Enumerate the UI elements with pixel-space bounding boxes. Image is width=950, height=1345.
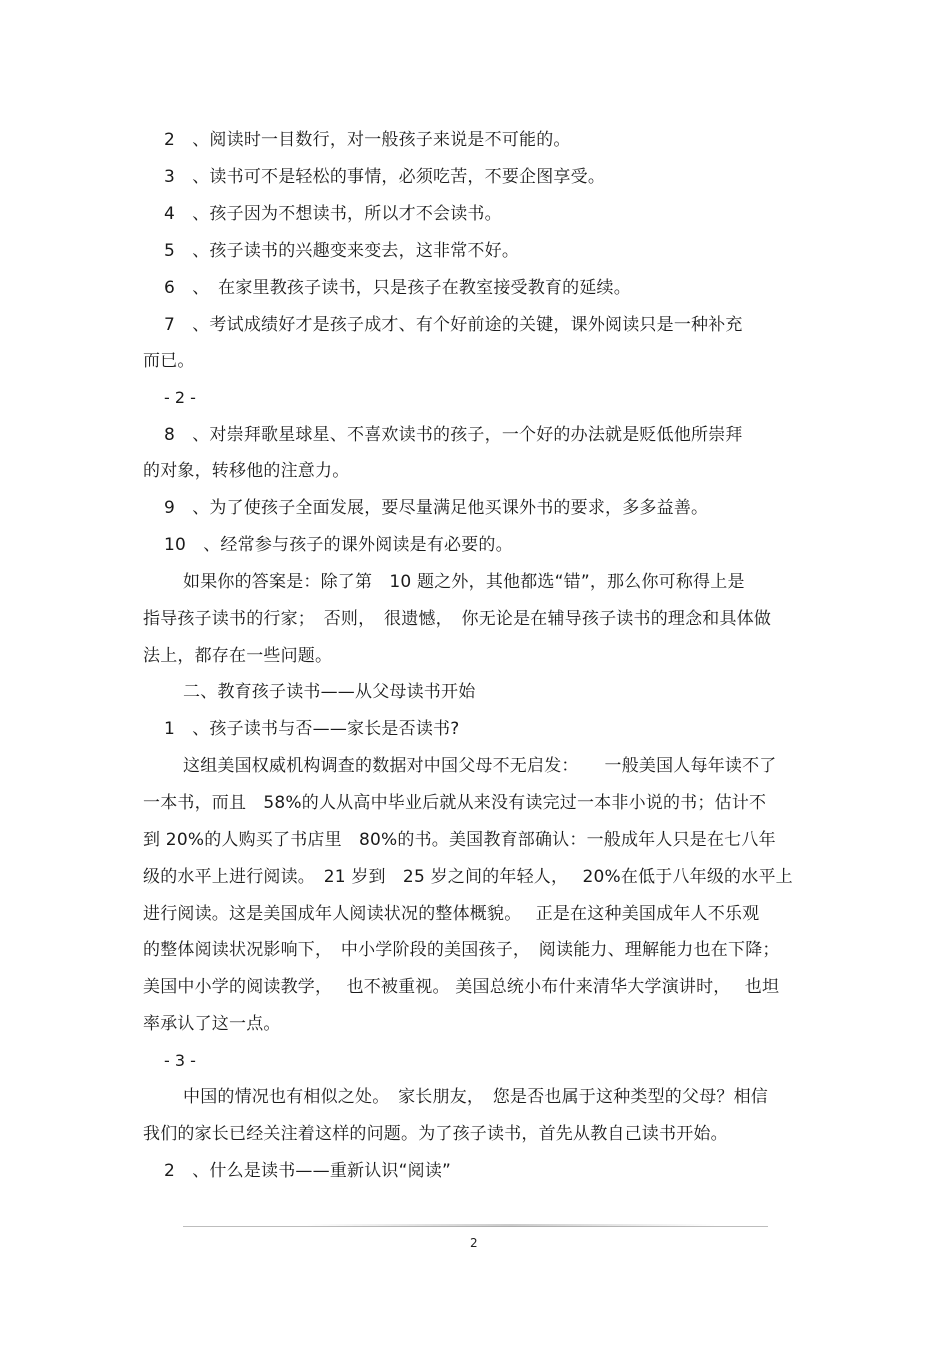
text-line-1: 2 、阅读时一目数行，对一般孩子来说是不可能的。	[164, 130, 571, 150]
text-line-3: 4 、孩子因为不想读书，所以才不会读书。	[164, 204, 502, 224]
text-line-13: 指导孩子读书的行家； 否则， 很遗憾， 你无论是在辅导孩子读书的理念和具体做	[143, 609, 772, 629]
text-line-14: 法上，都存在一些问题。	[143, 646, 333, 666]
page-marker-2: - 2 -	[164, 388, 196, 407]
text-line-23: 美国中小学的阅读教学， 也不被重视。 美国总统小布什来清华大学演讲时， 也坦	[143, 977, 780, 997]
text-line-7: 而已。	[143, 351, 195, 371]
text-line-6: 7 、考试成绩好才是孩子成才、有个好前途的关键，课外阅读只是一种补充	[164, 315, 743, 335]
text-line-24: 率承认了这一点。	[143, 1014, 281, 1034]
text-line-26: 中国的情况也有相似之处。 家长朋友， 您是否也属于这种类型的父母？相信	[183, 1087, 768, 1107]
text-line-9: 的对象，转移他的注意力。	[143, 461, 350, 481]
text-line-12: 如果你的答案是：除了第 10 题之外，其他都选“错”，那么你可称得上是	[183, 572, 745, 592]
text-line-11: 10 、经常参与孩子的课外阅读是有必要的。	[164, 535, 513, 555]
text-line-21: 进行阅读。这是美国成年人阅读状况的整体概貌。 正是在这种美国成年人不乐观	[143, 904, 760, 924]
text-line-17: 这组美国权威机构调查的数据对中国父母不无启发： 一般美国人每年读不了	[183, 756, 777, 776]
text-line-10: 9 、为了使孩子全面发展，要尽量满足他买课外书的要求，多多益善。	[164, 498, 709, 518]
text-line-8: 8 、对崇拜歌星球星、不喜欢读书的孩子，一个好的办法就是贬低他所崇拜	[164, 425, 743, 445]
footer-divider-shade	[306, 1224, 716, 1227]
text-line-19: 到 20%的人购买了书店里 80%的书。美国教育部确认：一般成年人只是在七八年	[143, 830, 776, 850]
text-line-27: 我们的家长已经关注着这样的问题。为了孩子读书，首先从教自己读书开始。	[143, 1124, 728, 1144]
text-line-20: 级的水平上进行阅读。 21 岁到 25 岁之间的年轻人， 20%在低于八年级的水平上	[143, 867, 793, 887]
section-heading: 二、教育孩子读书——从父母读书开始	[183, 682, 476, 702]
text-line-18: 一本书，而且 58%的人从高中毕业后就从来没有读完过一本非小说的书；估计不	[143, 793, 767, 813]
text-line-16: 1 、孩子读书与否——家长是否读书?	[164, 719, 460, 739]
page-number: 2	[470, 1236, 478, 1250]
text-line-2: 3 、读书可不是轻松的事情，必须吃苦，不要企图享受。	[164, 167, 606, 187]
text-line-4: 5 、孩子读书的兴趣变来变去，这非常不好。	[164, 241, 520, 261]
text-line-22: 的整体阅读状况影响下， 中小学阶段的美国孩子， 阅读能力、理解能力也在下降；	[143, 940, 780, 960]
page-marker-3: - 3 -	[164, 1051, 196, 1070]
text-line-5: 6 、 在家里教孩子读书，只是孩子在教室接受教育的延续。	[164, 278, 631, 298]
text-line-28: 2 、什么是读书——重新认识“阅读”	[164, 1161, 452, 1181]
